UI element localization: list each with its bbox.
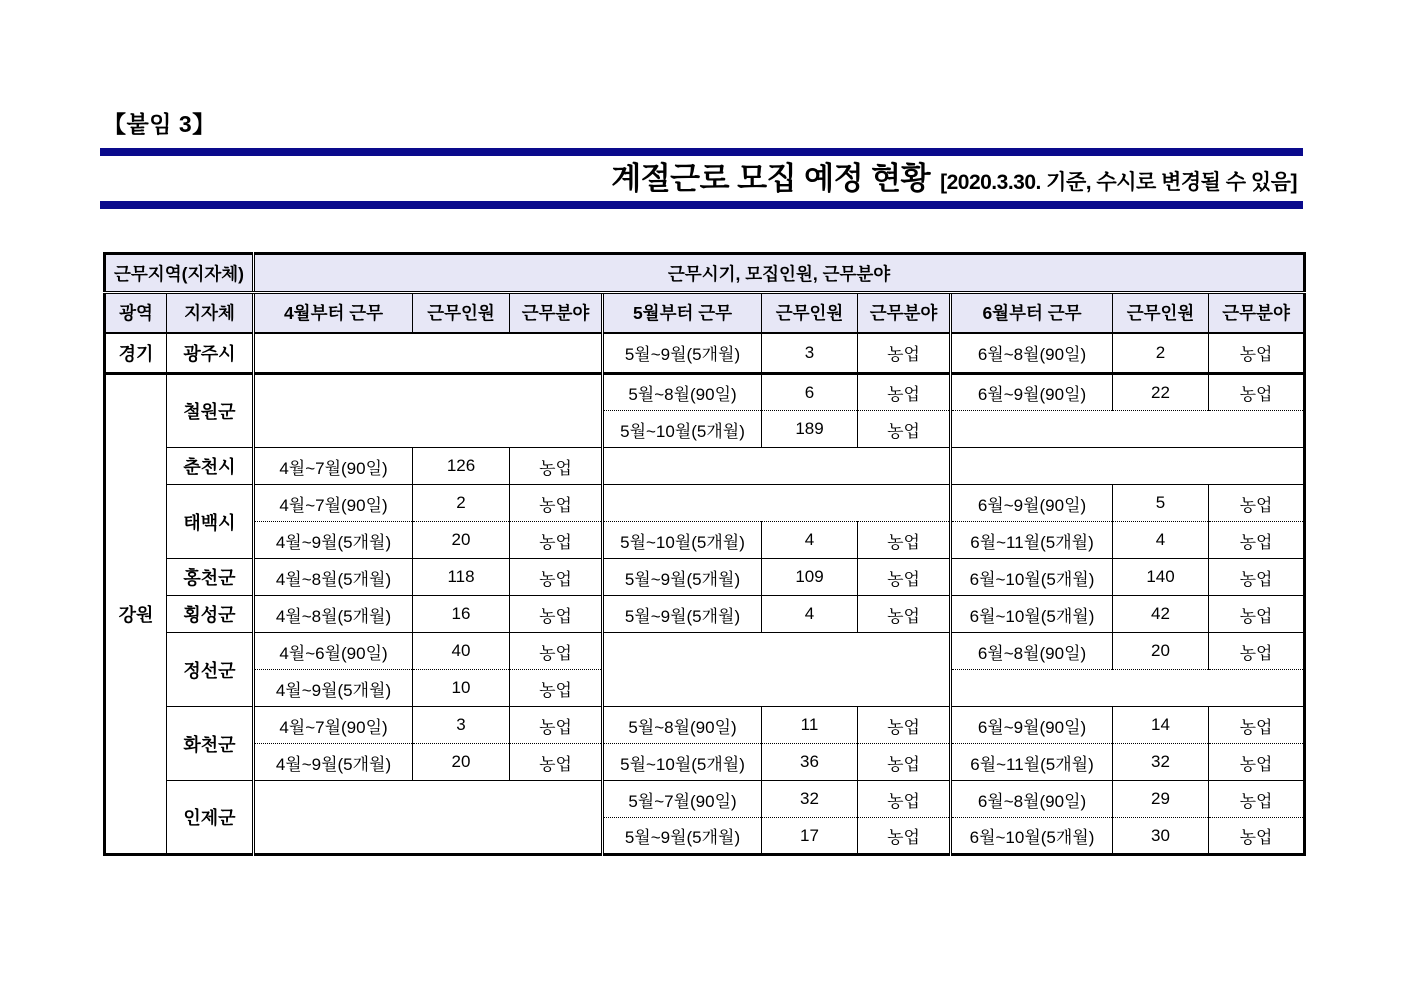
sector-cell: 농업 xyxy=(1209,744,1305,781)
period-cell: 4월~8월(5개월) xyxy=(254,559,413,596)
count-cell: 5 xyxy=(1113,485,1209,522)
header-jun-workers: 근무인원 xyxy=(1113,293,1209,333)
period-cell: 6월~11월(5개월) xyxy=(951,744,1113,781)
count-cell: 20 xyxy=(413,522,510,559)
header-jun-period: 6월부터 근무 xyxy=(951,293,1113,333)
count-cell: 3 xyxy=(413,707,510,744)
sector-cell: 농업 xyxy=(1209,333,1305,374)
period-cell: 6월~10월(5개월) xyxy=(951,559,1113,596)
count-cell: 17 xyxy=(762,818,858,855)
sector-cell: 농업 xyxy=(1209,781,1305,818)
count-cell: 109 xyxy=(762,559,858,596)
count-cell: 3 xyxy=(762,333,858,374)
period-cell: 6월~9월(90일) xyxy=(951,707,1113,744)
count-cell: 4 xyxy=(762,522,858,559)
count-cell: 2 xyxy=(1113,333,1209,374)
empty-cell xyxy=(603,448,951,485)
period-cell: 4월~9월(5개월) xyxy=(254,522,413,559)
count-cell: 118 xyxy=(413,559,510,596)
period-cell: 5월~9월(5개월) xyxy=(603,818,762,855)
empty-cell xyxy=(951,411,1305,448)
period-cell: 6월~9월(90일) xyxy=(951,485,1113,522)
title-block xyxy=(100,148,1303,209)
header-apr-sector: 근무분야 xyxy=(510,293,603,333)
header-province: 광역 xyxy=(105,293,167,333)
period-cell: 4월~8월(5개월) xyxy=(254,596,413,633)
municipality-cell: 태백시 xyxy=(167,485,254,559)
count-cell: 4 xyxy=(762,596,858,633)
sector-cell: 농업 xyxy=(1209,818,1305,855)
period-cell: 6월~8월(90일) xyxy=(951,633,1113,670)
header-apr-period: 4월부터 근무 xyxy=(254,293,413,333)
sector-cell: 농업 xyxy=(858,707,951,744)
sector-cell: 농업 xyxy=(510,559,603,596)
sector-cell: 농업 xyxy=(1209,522,1305,559)
sector-cell: 농업 xyxy=(858,744,951,781)
municipality-cell: 인제군 xyxy=(167,781,254,855)
period-cell: 5월~9월(5개월) xyxy=(603,559,762,596)
period-cell: 4월~6월(90일) xyxy=(254,633,413,670)
sector-cell: 농업 xyxy=(1209,707,1305,744)
count-cell: 20 xyxy=(1113,633,1209,670)
sector-cell: 농업 xyxy=(510,744,603,781)
header-may-workers: 근무인원 xyxy=(762,293,858,333)
sector-cell: 농업 xyxy=(510,670,603,707)
sector-cell: 농업 xyxy=(1209,596,1305,633)
count-cell: 29 xyxy=(1113,781,1209,818)
title-line xyxy=(100,156,1303,201)
count-cell: 40 xyxy=(413,633,510,670)
period-cell: 5월~10월(5개월) xyxy=(603,411,762,448)
header-info-group: 근무시기, 모집인원, 근무분야 xyxy=(254,254,1305,293)
municipality-cell: 광주시 xyxy=(167,333,254,374)
count-cell: 22 xyxy=(1113,374,1209,411)
sector-cell: 농업 xyxy=(510,522,603,559)
count-cell: 32 xyxy=(762,781,858,818)
period-cell: 4월~9월(5개월) xyxy=(254,744,413,781)
page-title-note: [2020.3.30. 기준, 수시로 변경될 수 있음] xyxy=(940,171,1297,194)
page-title: 계절근로 모집 예정 현황 xyxy=(611,161,931,196)
header-apr-workers: 근무인원 xyxy=(413,293,510,333)
period-cell: 5월~8월(90일) xyxy=(603,707,762,744)
empty-cell xyxy=(254,374,603,448)
count-cell: 36 xyxy=(762,744,858,781)
count-cell: 189 xyxy=(762,411,858,448)
count-cell: 16 xyxy=(413,596,510,633)
sector-cell: 농업 xyxy=(858,818,951,855)
count-cell: 6 xyxy=(762,374,858,411)
empty-cell xyxy=(951,448,1305,485)
sector-cell: 농업 xyxy=(1209,485,1305,522)
count-cell: 42 xyxy=(1113,596,1209,633)
header-may-period: 5월부터 근무 xyxy=(603,293,762,333)
period-cell: 6월~8월(90일) xyxy=(951,781,1113,818)
empty-cell xyxy=(603,633,951,707)
period-cell: 5월~9월(5개월) xyxy=(603,596,762,633)
period-cell: 6월~10월(5개월) xyxy=(951,596,1113,633)
period-cell: 6월~11월(5개월) xyxy=(951,522,1113,559)
period-cell: 5월~9월(5개월) xyxy=(603,333,762,374)
count-cell: 4 xyxy=(1113,522,1209,559)
empty-cell xyxy=(254,333,603,374)
period-cell: 6월~9월(90일) xyxy=(951,374,1113,411)
sector-cell: 농업 xyxy=(858,559,951,596)
empty-cell xyxy=(603,485,951,522)
sector-cell: 농업 xyxy=(858,411,951,448)
sector-cell: 농업 xyxy=(510,485,603,522)
period-cell: 4월~9월(5개월) xyxy=(254,670,413,707)
sector-cell: 농업 xyxy=(1209,559,1305,596)
sector-cell: 농업 xyxy=(1209,374,1305,411)
sector-cell: 농업 xyxy=(510,633,603,670)
municipality-cell: 화천군 xyxy=(167,707,254,781)
header-region-group: 근무지역(지자체) xyxy=(105,254,254,293)
sector-cell: 농업 xyxy=(858,374,951,411)
count-cell: 30 xyxy=(1113,818,1209,855)
sector-cell: 농업 xyxy=(858,522,951,559)
count-cell: 10 xyxy=(413,670,510,707)
period-cell: 6월~8월(90일) xyxy=(951,333,1113,374)
header-jun-sector: 근무분야 xyxy=(1209,293,1305,333)
header-may-sector: 근무분야 xyxy=(858,293,951,333)
sector-cell: 농업 xyxy=(510,596,603,633)
municipality-cell: 정선군 xyxy=(167,633,254,707)
period-cell: 4월~7월(90일) xyxy=(254,448,413,485)
header-municipality: 지자체 xyxy=(167,293,254,333)
sector-cell: 농업 xyxy=(858,333,951,374)
period-cell: 5월~10월(5개월) xyxy=(603,744,762,781)
count-cell: 20 xyxy=(413,744,510,781)
title-top-rule xyxy=(100,148,1303,156)
count-cell: 11 xyxy=(762,707,858,744)
title-bottom-rule xyxy=(100,201,1303,209)
count-cell: 2 xyxy=(413,485,510,522)
count-cell: 32 xyxy=(1113,744,1209,781)
empty-cell xyxy=(951,670,1305,707)
sector-cell: 농업 xyxy=(1209,633,1305,670)
sector-cell: 농업 xyxy=(510,707,603,744)
municipality-cell: 홍천군 xyxy=(167,559,254,596)
period-cell: 5월~10월(5개월) xyxy=(603,522,762,559)
province-cell: 경기 xyxy=(105,333,167,374)
sector-cell: 농업 xyxy=(858,596,951,633)
period-cell: 5월~7월(90일) xyxy=(603,781,762,818)
municipality-cell: 춘천시 xyxy=(167,448,254,485)
count-cell: 126 xyxy=(413,448,510,485)
empty-cell xyxy=(254,781,603,855)
municipality-cell: 횡성군 xyxy=(167,596,254,633)
sector-cell: 농업 xyxy=(510,448,603,485)
count-cell: 140 xyxy=(1113,559,1209,596)
count-cell: 14 xyxy=(1113,707,1209,744)
recruitment-table xyxy=(103,252,1306,856)
attachment-label: 【붙임 3】 xyxy=(103,111,216,137)
sector-cell: 농업 xyxy=(858,781,951,818)
period-cell: 6월~10월(5개월) xyxy=(951,818,1113,855)
period-cell: 4월~7월(90일) xyxy=(254,485,413,522)
municipality-cell: 철원군 xyxy=(167,374,254,448)
province-cell: 강원 xyxy=(105,374,167,855)
period-cell: 4월~7월(90일) xyxy=(254,707,413,744)
period-cell: 5월~8월(90일) xyxy=(603,374,762,411)
